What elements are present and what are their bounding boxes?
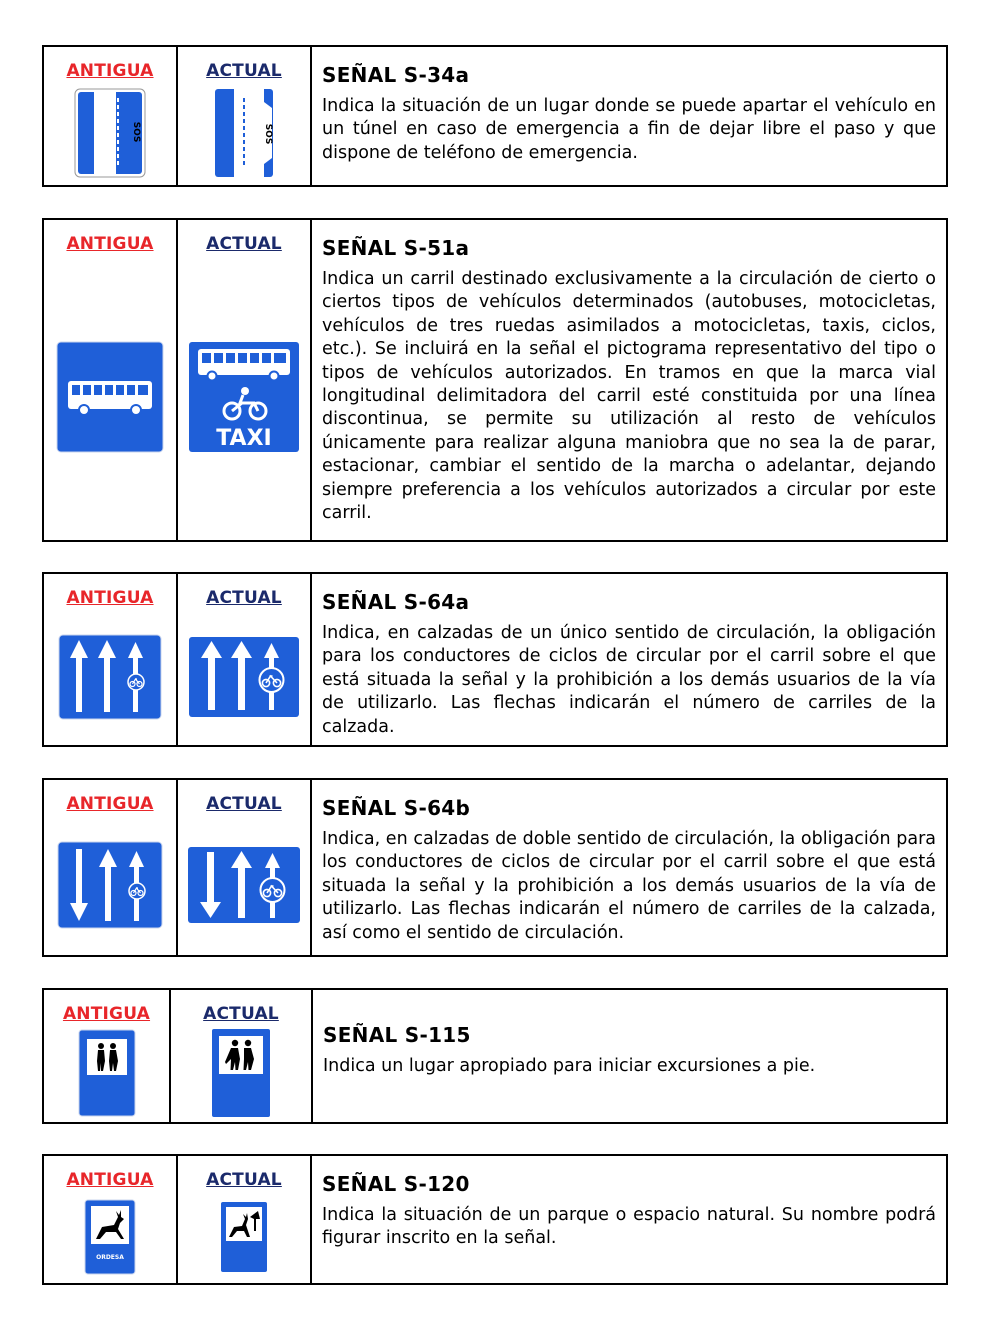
new-sign-cell [178, 780, 312, 955]
old-label: ANTIGUA [66, 588, 154, 608]
old-sign-cell [44, 574, 178, 745]
old-label: ANTIGUA [66, 1170, 154, 1190]
s34a-old-sign-icon [74, 88, 146, 178]
new-label: ACTUAL [206, 1170, 282, 1190]
sign-description: Indica, en calzadas de doble sentido de circulación, la obligación para los conductores de ciclos de circular por el carril sobre el que está situada la señal y la prohibición a los demás usuarios de la vía de utilizarlo. Las flechas indicarán el número de carriles de la calzada, así como el sentido de circulación. [322, 829, 936, 943]
s120-old-sign-icon [84, 1199, 136, 1275]
new-sign-cell [171, 990, 313, 1122]
sign-table-s64b [42, 778, 948, 957]
s64a-new-sign-icon [188, 636, 300, 718]
sign-title: SEÑAL S-64a [322, 590, 470, 614]
sign-description: Indica la situación de un lugar donde se puede apartar el vehículo en un túnel en caso de emergencia a fin de dejar libre el paso y que dispone de teléfono de emergencia. [322, 96, 936, 163]
s64b-new-sign-icon [187, 846, 301, 924]
sign-title: SEÑAL S-51a [322, 236, 470, 260]
new-sign-cell [178, 47, 312, 185]
sign-text: SOS [131, 121, 141, 143]
new-label: ACTUAL [206, 61, 282, 81]
s64a-old-sign-icon [58, 634, 162, 720]
new-label: ACTUAL [206, 588, 282, 608]
new-sign-cell [178, 574, 312, 745]
old-sign-cell [44, 990, 171, 1122]
description-cell [312, 47, 946, 185]
s115-old-sign-icon [78, 1029, 136, 1117]
description-cell [313, 990, 946, 1122]
old-label: ANTIGUA [66, 61, 154, 81]
new-sign-cell [178, 220, 312, 540]
old-label: ANTIGUA [66, 794, 154, 814]
sign-text: ORDESA [96, 1253, 124, 1261]
s34a-new-sign-icon [214, 88, 274, 178]
sign-title: SEÑAL S-120 [322, 1172, 470, 1196]
sign-description: Indica, en calzadas de un único sentido de circulación, la obligación para los conductores de ciclos de circular por el carril sobre el que está situada la señal y la prohibición a los demás usuarios de la vía de utilizarlo. Las flechas indicarán el número de carriles de la calzada. [322, 623, 936, 737]
sign-table-s120 [42, 1154, 948, 1285]
new-label: ACTUAL [206, 794, 282, 814]
sign-table-s34a [42, 45, 948, 187]
description-cell [312, 574, 946, 745]
s64b-old-sign-icon [57, 841, 163, 929]
s51a-new-sign-icon [188, 341, 300, 453]
sign-title: SEÑAL S-34a [322, 63, 470, 87]
sign-description: Indica la situación de un parque o espacio natural. Su nombre podrá figurar inscrito en la señal. [322, 1205, 936, 1249]
old-sign-cell [44, 1156, 178, 1283]
new-sign-cell [178, 1156, 312, 1283]
old-sign-cell [44, 220, 178, 540]
sign-table-s51a [42, 218, 948, 542]
sign-title: SEÑAL S-115 [323, 1023, 471, 1048]
old-sign-cell [44, 47, 178, 185]
sign-description: Indica un lugar apropiado para iniciar excursiones a pie. [323, 1056, 816, 1077]
old-label: ANTIGUA [62, 1004, 151, 1024]
sign-table-s115 [42, 988, 948, 1124]
old-sign-cell [44, 780, 178, 955]
sign-text: TAXI [216, 426, 272, 451]
new-label: ACTUAL [203, 1004, 279, 1024]
sign-text: SOS [263, 123, 273, 145]
s51a-old-sign-icon [56, 341, 164, 453]
s120-new-sign-icon [220, 1201, 268, 1273]
new-label: ACTUAL [206, 234, 282, 254]
sign-description: Indica un carril destinado exclusivamente a la circulación de cierto o ciertos tipos de vehículos determinados (autobuses, motocicletas, vehículos de tres ruedas asimilados a motocicletas, taxis, ciclos, etc.). Se incluirá en la señal el pictograma representativo del tipo o tipos de vehículos autorizados. En tramos en que la marca vial longitudinal delimitadora del carril esté constituida por una línea discontinua, se permite su utilización al resto de vehículos únicamente para realizar alguna maniobra que no sea la de parar, estacionar, cambiar el sentido de la marcha o adelantar, dejando siempre preferencia a los vehículos autorizados a circular por este carril. [322, 269, 936, 524]
description-cell [312, 780, 946, 955]
sign-title: SEÑAL S-64b [322, 796, 471, 820]
old-label: ANTIGUA [66, 234, 154, 254]
description-cell [312, 220, 946, 540]
s115-new-sign-icon [211, 1028, 271, 1118]
description-cell [312, 1156, 946, 1283]
sign-table-s64a [42, 572, 948, 747]
